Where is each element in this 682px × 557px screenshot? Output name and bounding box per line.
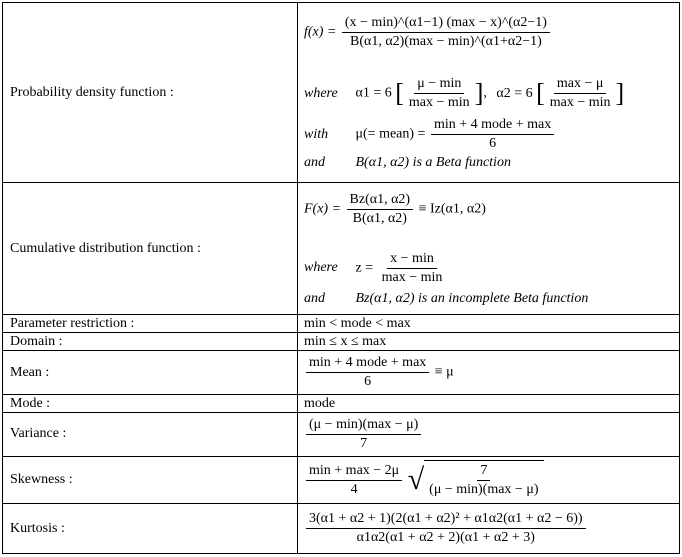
variance-row <box>3 413 680 457</box>
variance-formula <box>298 413 680 457</box>
mean-row <box>3 351 680 395</box>
pdf-formula: f(x) = $\frac{(x - \min)\^{}(\alpha 1-1) (\max - x)\^{}(\alpha 2-1)}{B(\alpha 1, \alpha 2)(\max - \min)\^{}(\alpha 1+\alpha 2-1)}$ where α1 = 6 [ $\frac{\mu - \min}{\max - \min}$ ], α2 = 6 [ $\frac{\max - \mu}{\max - \min}$ ] with μ(= mean) = $\frac{\text{min + 4 mode + max}}{6}$ and B(α1, α2) is a Beta function <box>298 3 680 183</box>
cdf-numerator: Bz(α1, α2) <box>347 192 414 210</box>
kurtosis-row <box>3 504 680 554</box>
mean-fraction <box>306 355 429 390</box>
mean-numerator: min + 4 mode + max <box>306 355 429 373</box>
with-keyword: with <box>304 126 329 142</box>
skewness-row <box>3 456 680 504</box>
pdf-fraction <box>342 15 550 50</box>
z-denominator: max − min <box>381 269 443 285</box>
skewness-root-fraction <box>426 463 541 498</box>
cdf-row <box>3 183 680 315</box>
variance-fraction <box>306 417 421 452</box>
variance-denominator: 7 <box>360 435 368 451</box>
kurtosis-denominator: α1α2(α1 + α2 + 2)(α1 + α2 + 3) <box>356 530 535 546</box>
mu-lhs: μ(= mean) = <box>355 126 426 142</box>
cdf-denominator: B(α1, α2) <box>352 210 407 226</box>
z-fraction <box>379 251 446 286</box>
mu-numerator: min + 4 mode + max <box>431 117 554 135</box>
mean-denominator: 6 <box>364 374 372 390</box>
mode-label: Mode : <box>3 394 298 412</box>
skewness-root-denominator: (μ − min)(max − μ) <box>429 482 539 497</box>
mean-formula <box>298 351 680 395</box>
skewness-numerator: min + max − 2μ <box>306 463 402 481</box>
skewness-denominator: 4 <box>350 481 358 497</box>
variance-label: Variance : <box>3 413 298 457</box>
alpha1-fraction <box>406 76 473 111</box>
mu-denominator: 6 <box>489 136 497 152</box>
and-keyword: and <box>304 155 325 171</box>
param-row <box>3 314 680 332</box>
cdf-and-keyword: and <box>304 290 325 306</box>
pdf-lhs: f(x) = <box>304 24 337 40</box>
alpha2-numerator: max − μ <box>554 76 607 94</box>
kurtosis-numerator: 3(α1 + α2 + 1)(2(α1 + α2)² + α1α2(α1 + α2 − 6)) <box>306 511 586 529</box>
z-lhs: z = <box>355 260 374 276</box>
alpha2-denominator: max − min <box>549 95 611 111</box>
skewness-fraction <box>306 463 402 498</box>
param-value: min < mode < max <box>298 314 680 332</box>
beta-function-note: B(α1, α2) is a Beta function <box>355 155 511 171</box>
pdf-row <box>3 3 680 183</box>
mean-rhs: ≡ μ <box>434 364 454 380</box>
distribution-properties-table <box>2 2 680 554</box>
mode-row <box>3 394 680 412</box>
cdf-lhs: F(x) = <box>304 201 342 217</box>
kurtosis-label: Kurtosis : <box>3 504 298 554</box>
cdf-rhs: ≡ Iz(α1, α2) <box>418 201 486 217</box>
alpha2-fraction <box>547 76 614 111</box>
variance-numerator: (μ − min)(max − μ) <box>306 417 421 435</box>
pdf-denominator: B(α1, α2)(max − min)^(α1+α2−1) <box>350 34 542 50</box>
skewness-formula <box>298 456 680 504</box>
kurtosis-fraction <box>306 511 586 546</box>
param-label: Parameter restriction : <box>3 314 298 332</box>
domain-label: Domain : <box>3 333 298 351</box>
skewness-label: Skewness : <box>3 456 298 504</box>
cdf-label: Cumulative distribution function : <box>3 183 298 315</box>
kurtosis-formula <box>298 504 680 554</box>
domain-row <box>3 333 680 351</box>
pdf-numerator: (x − min)^(α1−1) (max − x)^(α2−1) <box>342 15 550 33</box>
mean-label: Mean : <box>3 351 298 395</box>
z-numerator: x − min <box>387 251 437 269</box>
cdf-formula <box>298 183 680 315</box>
cdf-fraction <box>347 192 414 227</box>
where-keyword: where <box>304 85 338 101</box>
domain-value: min ≤ x ≤ max <box>298 333 680 351</box>
alpha1-numerator: μ − min <box>414 76 464 94</box>
cdf-where-keyword: where <box>304 260 338 276</box>
mode-value: mode <box>298 394 680 412</box>
incomplete-beta-note: Bz(α1, α2) is an incomplete Beta function <box>355 290 589 306</box>
skewness-sqrt: √ $\frac{7}{(\mu - \min)(\max - \mu)}$ <box>408 460 544 500</box>
alpha1-lhs: α1 = 6 <box>355 85 392 101</box>
skewness-root-numerator: 7 <box>477 463 490 481</box>
alpha1-denominator: max − min <box>408 95 470 111</box>
pdf-label: Probability density function : <box>3 3 298 183</box>
mu-fraction <box>431 117 554 152</box>
alpha2-lhs: α2 = 6 <box>496 85 533 101</box>
